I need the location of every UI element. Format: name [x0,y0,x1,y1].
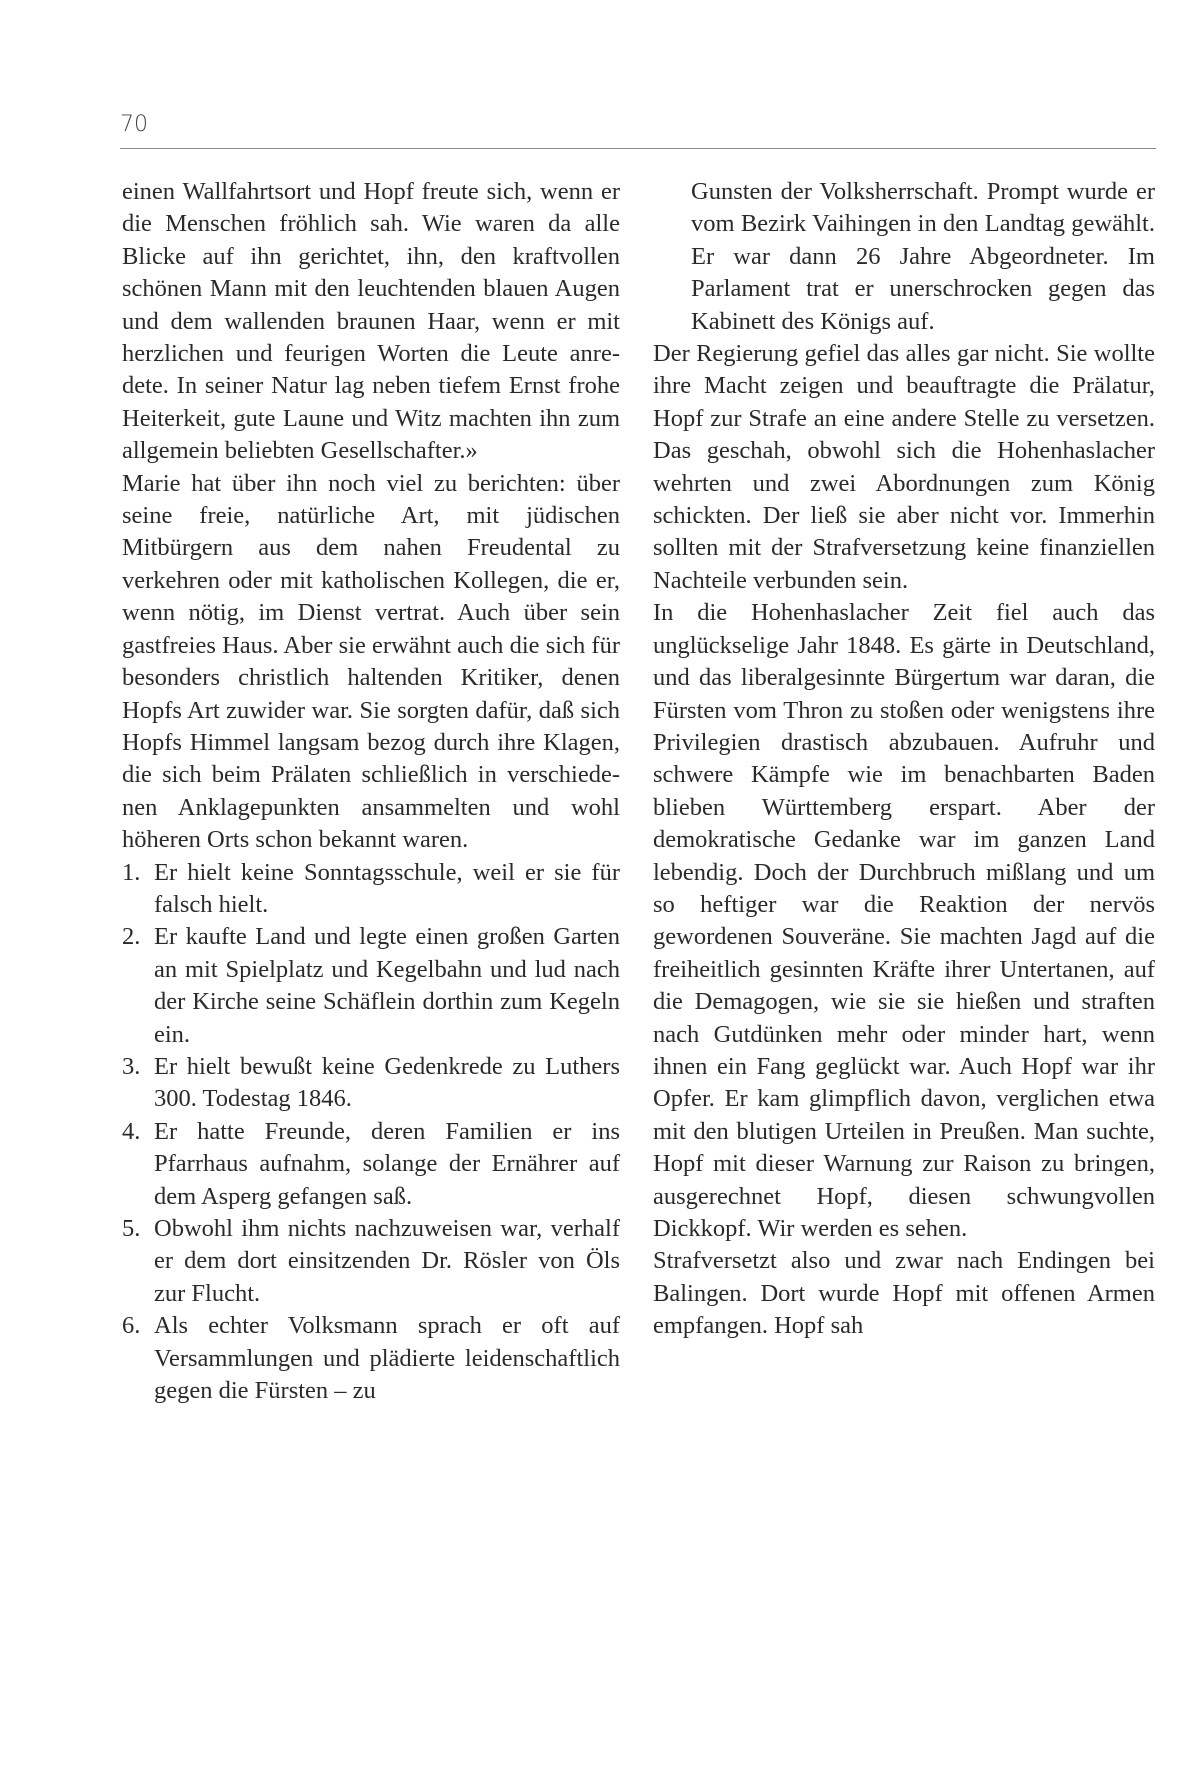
list-item [122,1051,620,1116]
left-column [122,176,620,1407]
list-item [122,1116,620,1213]
list-item-text: Obwohl ihm nichts nachzuweisen war, verhalf er dem dort einsitzenden Dr. Rösler von Öls zur Flucht. [154,1215,620,1307]
list-item-number: 3. [122,1052,141,1080]
page-number: 70 [120,112,148,137]
list-item [122,1310,620,1407]
list-item [122,1213,620,1310]
list-item-text: Er hielt bewußt keine Gedenkrede zu Luthers 300. Todestag 1846. [154,1052,620,1113]
list-item-text: Als echter Volksmann sprach er oft auf Versammlungen und plädierte leidenschaftlich gegen die Fürsten – zu [154,1312,620,1405]
list-item-number: 5. [122,1215,141,1242]
paragraph: Strafversetzt also und zwar nach Endingen bei Balingen. Dort wurde Hopf mit offenen Armen empfangen. Hopf sah [653,1247,1155,1340]
list-item [122,921,620,1051]
list-item-number: 4. [122,1117,141,1145]
list-item-continuation: Gunsten der Volksherrschaft. Prompt wurde er vom Bezirk Vaihingen in den Landtag gewählt. Er war dann 26 Jahre Abgeordneter. Im Parlament trat er unerschrocken gegen das Kabinett des Königs auf. [691,178,1155,335]
list-item-text: Er hielt keine Sonntagsschule, weil er sie für falsch hielt. [154,858,620,918]
list-item-text: Er hatte Freunde, deren Familien er ins Pfarrhaus aufnahm, solange der Ernährer auf dem Asperg gefangen saß. [154,1117,620,1210]
right-column [653,176,1155,1343]
list-item-number: 2. [122,923,141,951]
paragraph: Marie hat über ihn noch viel zu berichten: über seine freie, natürliche Art, mit jüdischen Mitbürgern aus dem nahen Freudental zu verkehren oder mit katholischen Kollegen, die er, wenn nötig, im Dienst vertrat. Auch über sein gastfreies Haus. Aber sie erwähnt auch die sich für besonders christlich haltenden Kritiker, denen Hopfs Art zuwider war. Sie sorgten dafür, daß sich Hopfs Himmel langsam bezog durch ihre Klagen, die sich beim Prälaten schließlich in verschiedenen Anklagepunkten ansammelten und wohl höheren Orts schon bekannt waren. [122,469,620,854]
list-item-text: Er kaufte Land und legte einen großen Garten an mit Spielplatz und Kegelbahn und lud nach der Kirche seine Schäflein dorthin zum Kegeln ein. [154,923,620,1048]
list-item [122,857,620,922]
list-item-number: 1. [122,858,141,886]
paragraph: Der Regierung gefiel das alles gar nicht. Sie wollte ihre Macht zeigen und beauftragte die Prälatur, Hopf zur Strafe an eine andere Stelle zu versetzen. Das geschah, obwohl sich die Hohenhaslacher wehrten und zwei Abordnungen zum König schickten. Der ließ sie aber nicht vor. Immerhin sollten mit der Strafversetzung keine finanziellen Nachteile verbunden sein. [653,340,1155,594]
paragraph: einen Wallfahrtsort und Hopf freute sich, wenn er die Menschen fröhlich sah. Wie waren da alle Blicke auf ihn gerichtet, ihn, den kraftvollen schönen Mann mit den leuchtenden blauen Augen und dem wallenden braunen Haar, wenn er mit herzlichen und feurigen Worten die Leute anredete. In seiner Natur lag neben tiefem Ernst frohe Heiterkeit, gute Laune und Witz machten ihn zum allgemein beliebten Gesellschafter.» [122,178,620,465]
accusation-list [122,857,620,1408]
header-rule [120,148,1156,149]
list-item-number: 6. [122,1312,141,1340]
paragraph: In die Hohenhaslacher Zeit fiel auch das unglückselige Jahr 1848. Es gärte in Deutschland, und das liberalgesinnte Bürgertum war daran, die Fürsten vom Thron zu stoßen oder wenigstens ihre Privilegien drastisch abzubauen. Aufruhr und schwere Kämpfe wie im benachbarten Baden blieben Württemberg erspart. Aber der demokratische Gedanke war im ganzen Land lebendig. Doch der Durchbruch mißlang und um so heftiger war die Reaktion der nervös gewordenen Souveräne. Sie machten Jagd auf die freiheitlich gesinnten Kräfte ihrer Untertanen, auf die Demagogen, wie sie sie hießen und straften nach Gutdünken mehr oder minder hart, wenn ihnen ein Fang geglückt war. Auch Hopf war ihr Opfer. Er kam glimpflich davon, verglichen etwa mit den blutigen Urteilen in Preußen. Man suchte, Hopf mit dieser Warnung zur Raison zu bringen, ausgerechnet Hopf, diesen schwungvollen Dickkopf. Wir werden es sehen. [653,599,1155,1242]
